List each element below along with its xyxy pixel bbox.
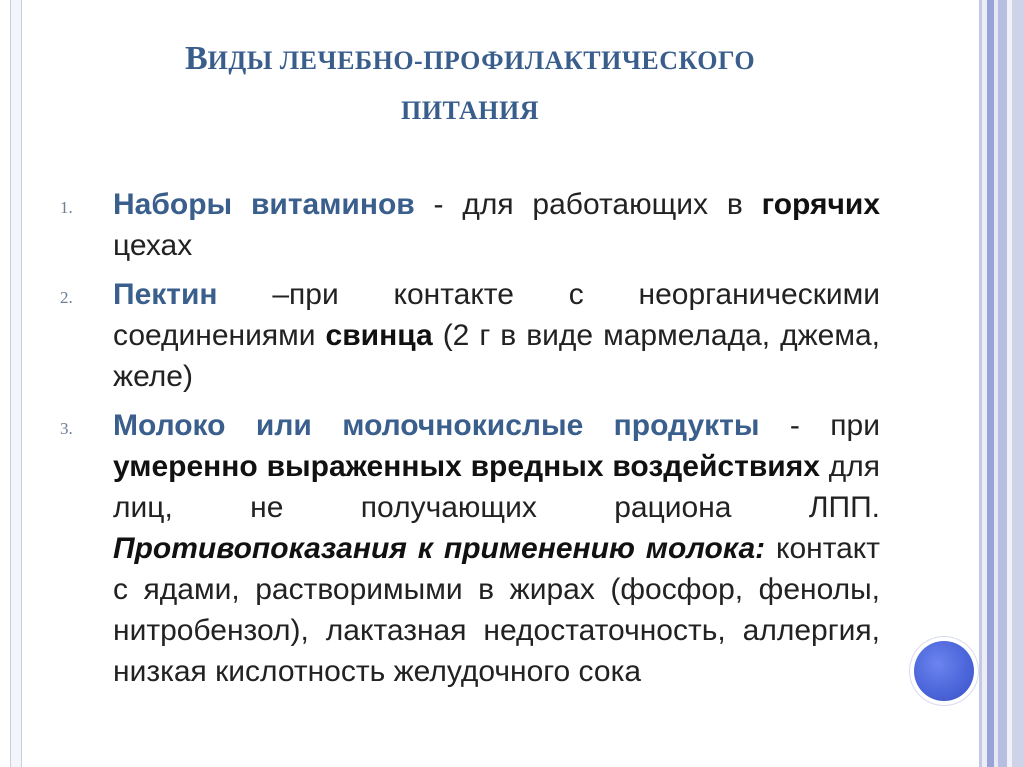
title-first-letter: В [184, 40, 208, 77]
item-text: для лиц, не получающих рациона ЛПП. [113, 450, 880, 524]
item-term: Пектин [113, 278, 218, 311]
item-text: (2 г в виде мармелада, джема, желе) [113, 319, 881, 393]
item-text: - при [759, 409, 880, 442]
item-term: Наборы витаминов [113, 188, 415, 221]
item-bold: умеренно выраженных вредных воздействиях [113, 450, 820, 483]
item-text: - для работающих в [414, 188, 762, 221]
list-item [60, 274, 880, 397]
item-bold: свинца [325, 319, 433, 352]
title-line-1 [60, 36, 880, 88]
left-frame-border [10, 0, 22, 767]
item-bold-italic: Противопоказания к применению молока: [113, 532, 766, 565]
item-text: цехах [113, 229, 193, 262]
list-item-text [113, 405, 880, 692]
title-rest: ИДЫ ЛЕЧЕБНО-ПРОФИЛАКТИЧЕСКОГО [207, 46, 756, 75]
title-line-2: ПИТАНИЯ [401, 96, 539, 125]
item-text: –при контакте с неорганическими соединениями [113, 278, 880, 352]
item-text: контакт с ядами, растворимыми в жирах (фосфор, фенолы, нитробензол), лактазная недостаточность, аллергия, низкая кислотность желудочного сока [113, 532, 881, 688]
item-bold: горячих [761, 188, 880, 221]
decorative-circle [914, 641, 974, 701]
list-item-text [113, 184, 880, 266]
right-decorative-stripes [979, 0, 1024, 767]
list-number: 2. [60, 288, 73, 307]
diet-types-list [60, 184, 880, 700]
list-item [60, 184, 880, 266]
list-item-text [113, 274, 880, 397]
slide-title [60, 36, 880, 134]
list-number: 1. [60, 198, 73, 217]
list-item [60, 405, 880, 692]
item-term: Молоко или молочнокислые продукты [113, 409, 760, 442]
list-number: 3. [60, 419, 73, 438]
